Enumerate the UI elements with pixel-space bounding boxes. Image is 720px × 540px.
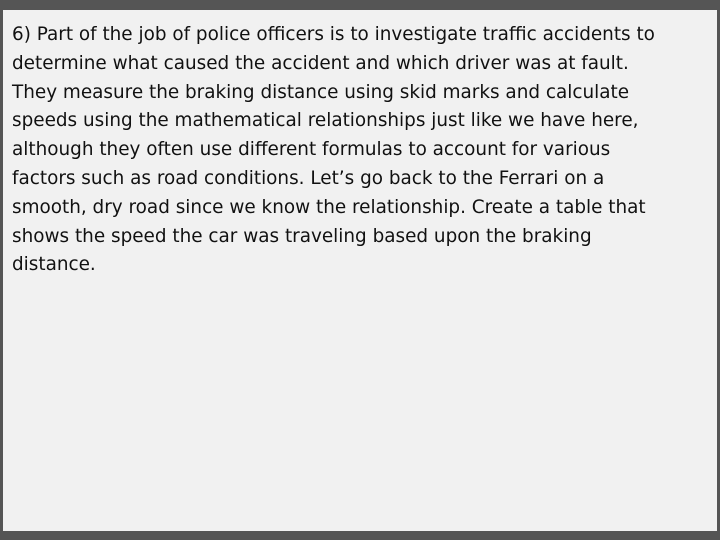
slide-content bbox=[12, 21, 712, 280]
slide-frame-bottom bbox=[0, 531, 720, 540]
problem-text: 6) Part of the job of police officers is to investigate traffic accidents to determine what caused the accident and which driver was at fault. They measure the braking distance using skid marks and calculate speeds using the mathematical relationships just like we have here, although they often use different formulas to account for various factors such as road conditions. Let’s go back to the Ferrari on a smooth, dry road since we know the relationship. Create a table that shows the speed the car was traveling based upon the braking distance. bbox=[12, 24, 655, 276]
slide-frame-left bbox=[0, 0, 3, 540]
slide-frame-top bbox=[0, 0, 720, 10]
